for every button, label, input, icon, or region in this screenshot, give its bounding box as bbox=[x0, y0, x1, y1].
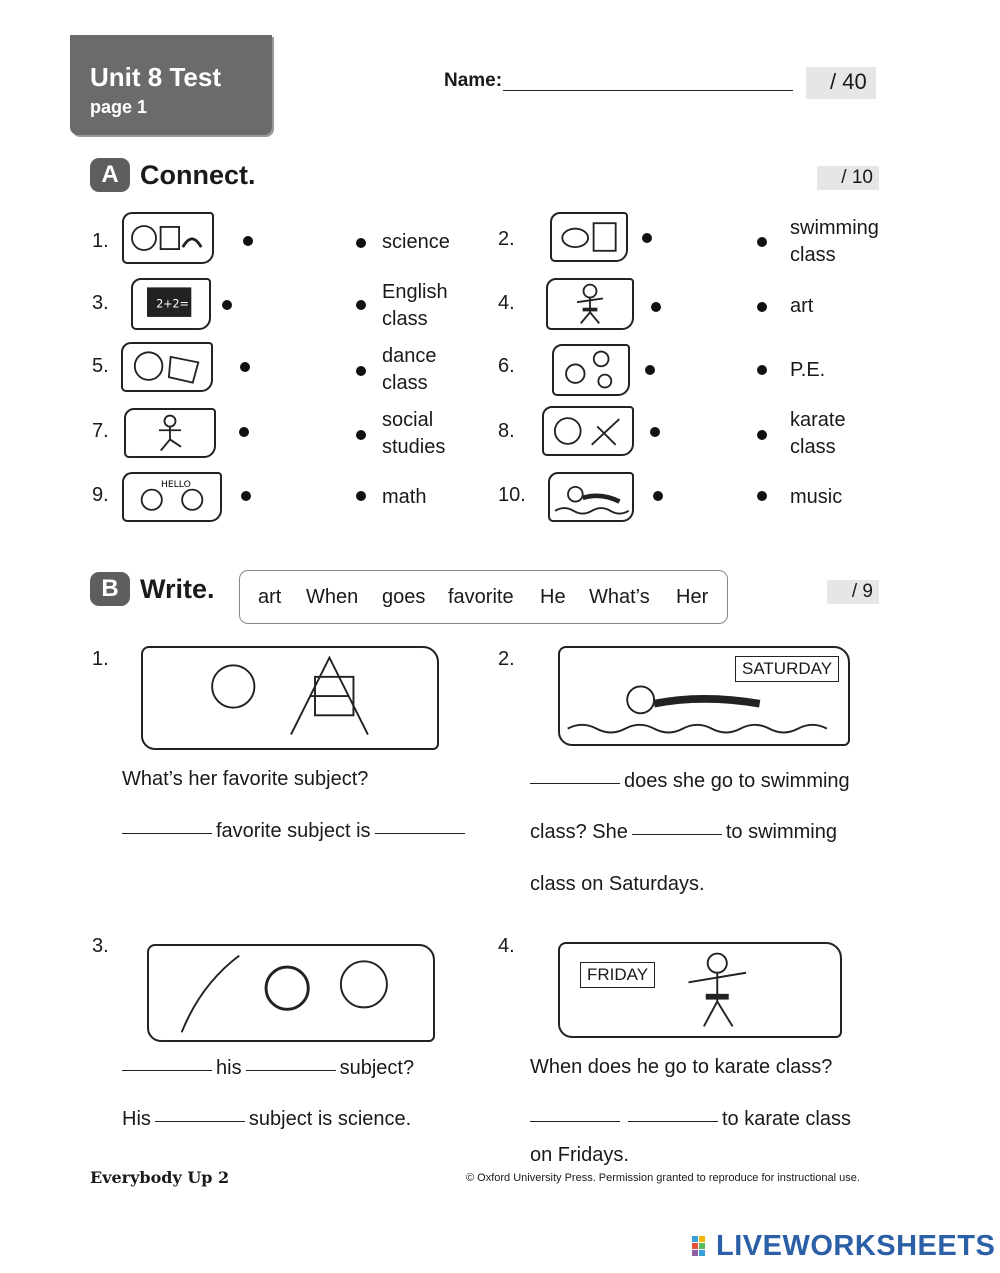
question-text: What’s her favorite subject? bbox=[122, 768, 369, 790]
item-number: 6. bbox=[498, 355, 515, 377]
match-dot[interactable] bbox=[240, 362, 250, 372]
question-line: on Fridays. bbox=[530, 1144, 629, 1166]
section-b-title: Write. bbox=[140, 574, 215, 604]
answer-word: art bbox=[790, 295, 814, 317]
word-bank-item: What’s bbox=[589, 586, 650, 608]
answer-line: favorite subject is bbox=[122, 820, 469, 843]
pe-sports-picture bbox=[552, 344, 630, 396]
question-text: When does he go to karate class? bbox=[530, 1056, 833, 1078]
section-b-badge: B bbox=[90, 572, 130, 606]
day-tag: FRIDAY bbox=[580, 962, 655, 988]
word-bank-item: Her bbox=[676, 586, 709, 608]
match-dot[interactable] bbox=[356, 300, 366, 310]
question-line: class on Saturdays. bbox=[530, 873, 705, 895]
question-line: his subject? bbox=[122, 1057, 414, 1080]
word-bank-item: art bbox=[258, 586, 282, 608]
match-dot[interactable] bbox=[642, 233, 652, 243]
match-dot[interactable] bbox=[356, 430, 366, 440]
match-dot[interactable] bbox=[757, 302, 767, 312]
word-bank-item: goes bbox=[382, 586, 426, 608]
question-number: 3. bbox=[92, 935, 109, 957]
match-dot[interactable] bbox=[653, 491, 663, 501]
copyright-notice: © Oxford University Press. Permission granted to reproduce for instructional use. bbox=[466, 1172, 860, 1184]
total-score: / 40 bbox=[830, 69, 867, 94]
answer-word: social studies bbox=[382, 409, 446, 458]
social-studies-picture bbox=[121, 342, 213, 392]
girl-painting-picture bbox=[141, 646, 439, 750]
match-dot[interactable] bbox=[650, 427, 660, 437]
match-dot[interactable] bbox=[757, 237, 767, 247]
answer-word: science bbox=[382, 231, 450, 253]
answer-word: music bbox=[790, 486, 843, 508]
answer-word: math bbox=[382, 486, 427, 508]
answer-blank[interactable] bbox=[122, 833, 212, 834]
question-number: 1. bbox=[92, 648, 109, 670]
answer-blank[interactable] bbox=[246, 1070, 336, 1071]
unit-title: Unit 8 Test bbox=[90, 62, 221, 92]
answer-word: dance class bbox=[382, 345, 437, 394]
item-number: 2. bbox=[498, 228, 515, 250]
item-number: 9. bbox=[92, 484, 109, 506]
item-number: 10. bbox=[498, 484, 526, 506]
liveworksheets-brand[interactable]: LIVEWORKSHEETS bbox=[716, 1230, 996, 1262]
answer-blank[interactable] bbox=[632, 834, 722, 835]
english-hello-picture bbox=[122, 472, 222, 522]
word-bank-item: He bbox=[540, 586, 566, 608]
section-a-badge: A bbox=[90, 158, 130, 192]
answer-blank[interactable] bbox=[628, 1121, 718, 1122]
answer-word: karate class bbox=[790, 409, 846, 458]
liveworksheets-logo-icon bbox=[692, 1236, 712, 1260]
swimming-picture bbox=[548, 472, 634, 522]
match-dot[interactable] bbox=[757, 430, 767, 440]
question-number: 2. bbox=[498, 648, 515, 670]
music-instruments-picture bbox=[542, 406, 634, 456]
item-number: 3. bbox=[92, 292, 109, 314]
karate-picture bbox=[546, 278, 634, 330]
match-dot[interactable] bbox=[239, 427, 249, 437]
book-title: Everybody Up 2 bbox=[90, 1168, 230, 1187]
svg-text:HELLO: HELLO bbox=[160, 478, 191, 490]
question-number: 4. bbox=[498, 935, 515, 957]
page-label: page 1 bbox=[90, 97, 148, 117]
match-dot[interactable] bbox=[645, 365, 655, 375]
karate-boy-picture bbox=[558, 942, 842, 1038]
art-picture bbox=[550, 212, 628, 262]
question-line: to karate class bbox=[530, 1108, 851, 1131]
answer-word: English class bbox=[382, 281, 448, 330]
section-a-score: / 10 bbox=[817, 166, 879, 190]
answer-blank[interactable] bbox=[530, 1121, 620, 1122]
answer-word: P.E. bbox=[790, 359, 826, 381]
question-line: does she go to swimming bbox=[530, 770, 850, 793]
answer-blank[interactable] bbox=[375, 833, 465, 834]
answer-blank[interactable] bbox=[122, 1070, 212, 1071]
name-input-line[interactable] bbox=[503, 90, 793, 91]
answer-blank[interactable] bbox=[155, 1121, 245, 1122]
item-number: 7. bbox=[92, 420, 109, 442]
boy-magnifying-glass-picture bbox=[147, 944, 435, 1042]
match-dot[interactable] bbox=[241, 491, 251, 501]
item-number: 5. bbox=[92, 355, 109, 377]
item-number: 4. bbox=[498, 292, 515, 314]
answer-word: swimming class bbox=[790, 217, 879, 266]
svg-text:2+2=: 2+2= bbox=[156, 297, 189, 311]
math-chalkboard-picture bbox=[131, 278, 211, 330]
science-picture bbox=[122, 212, 214, 264]
section-b-score: / 9 bbox=[827, 580, 879, 604]
item-number: 8. bbox=[498, 420, 515, 442]
match-dot[interactable] bbox=[757, 491, 767, 501]
word-bank-item: When bbox=[306, 586, 359, 608]
match-dot[interactable] bbox=[222, 300, 232, 310]
match-dot[interactable] bbox=[356, 238, 366, 248]
match-dot[interactable] bbox=[356, 491, 366, 501]
word-bank-item: favorite bbox=[448, 586, 514, 608]
name-label: Name: bbox=[444, 70, 503, 91]
match-dot[interactable] bbox=[356, 366, 366, 376]
match-dot[interactable] bbox=[243, 236, 253, 246]
section-a-title: Connect. bbox=[140, 160, 256, 190]
match-dot[interactable] bbox=[757, 365, 767, 375]
day-tag: SATURDAY bbox=[735, 656, 839, 682]
item-number: 1. bbox=[92, 230, 109, 252]
question-line: class? She to swimming bbox=[530, 821, 837, 843]
answer-blank[interactable] bbox=[530, 783, 620, 784]
question-line: His subject is science. bbox=[122, 1108, 412, 1130]
match-dot[interactable] bbox=[651, 302, 661, 312]
dance-picture bbox=[124, 408, 216, 458]
